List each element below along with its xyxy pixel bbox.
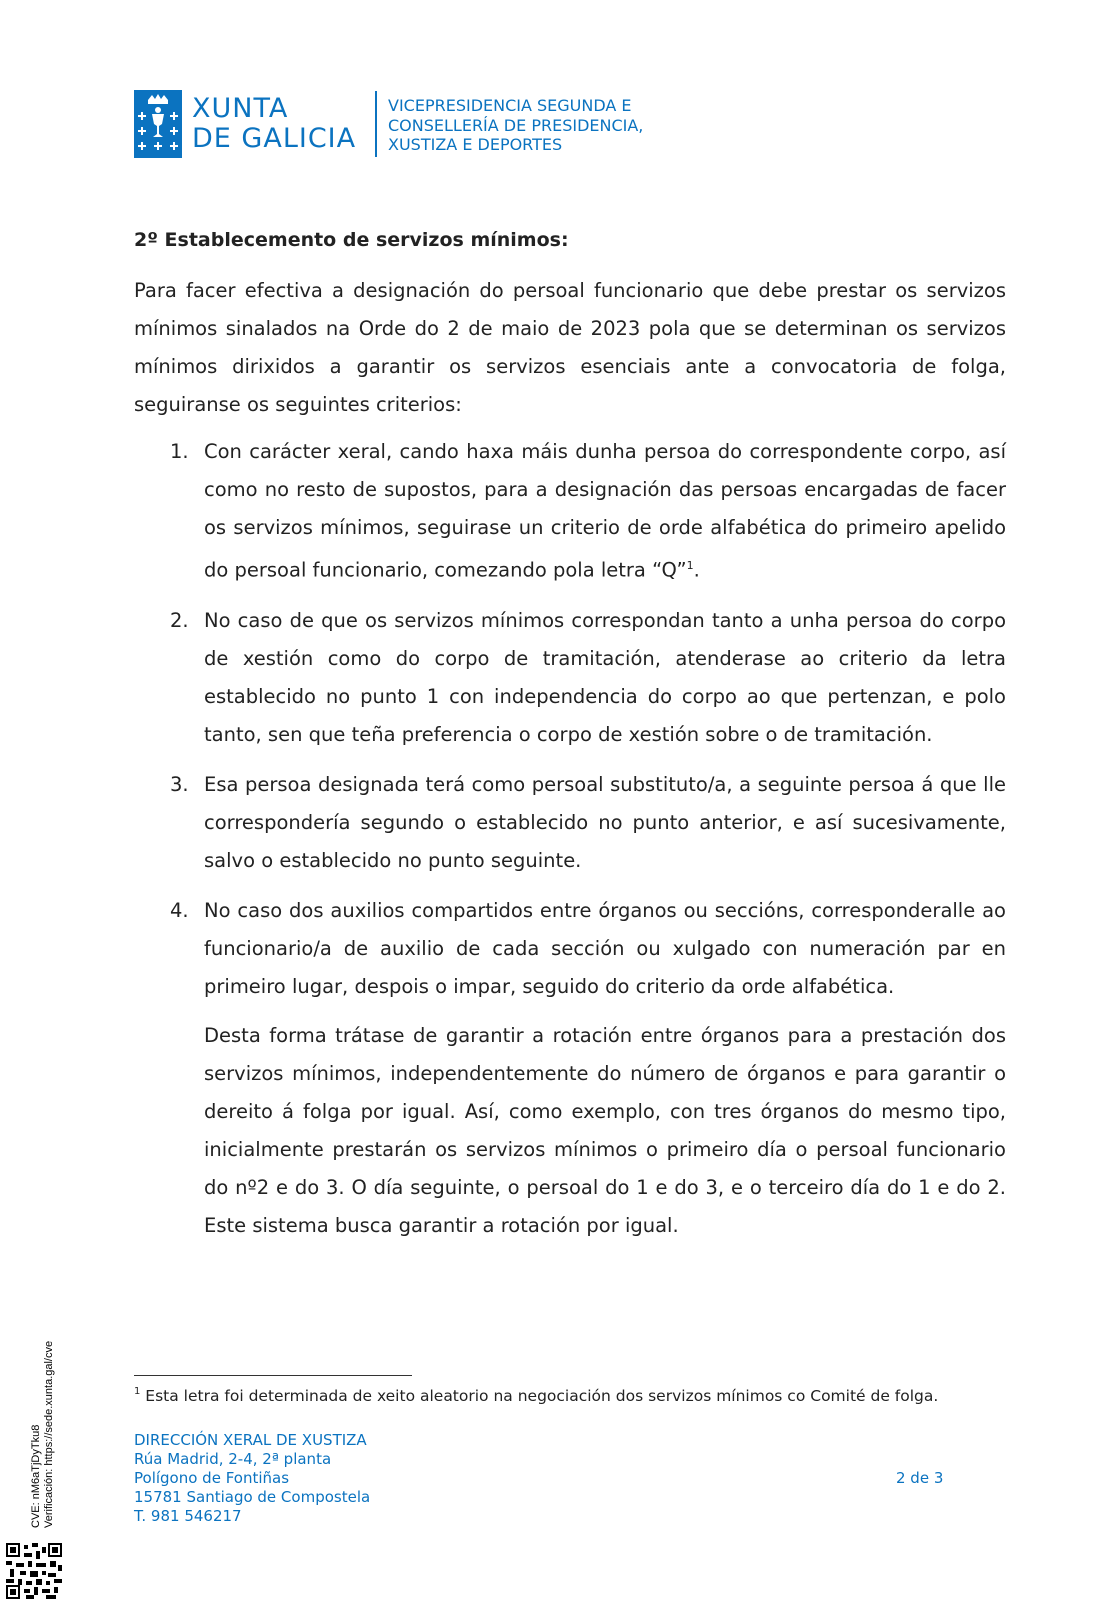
address-line: Polígono de Fontiñas (134, 1469, 290, 1487)
list-item-text: Esa persoa designada terá como persoal substituto/a, a seguinte persoa á que lle correspondería segundo o establecido no punto anterior, e así sucesivamente, salvo o establecido no punto seguinte. (204, 772, 1006, 872)
list-item (134, 602, 1006, 754)
logo-divider (375, 91, 377, 157)
dept-line-3: XUSTIZA E DEPORTES (388, 135, 563, 154)
list-item-text: Con carácter xeral, cando haxa máis dunha persoa do correspondente corpo, así como no resto de supostos, para a designación das persoas encargadas de facer os servizos mínimos, seguirase un criterio de orde alfabética do primeiro apelido do persoal funcionario, comezando pola letra “Q” (204, 440, 1006, 582)
footnote-divider (134, 1375, 412, 1376)
list-item-number: 3. (170, 772, 189, 796)
footnote-text: Esta letra foi determinada de xeito aleatorio na negociación dos servizos mínimos co Comité de folga. (140, 1387, 939, 1405)
intro-paragraph: Para facer efectiva a designación do persoal funcionario que debe prestar os servizos mínimos sinalados na Orde do 2 de maio de 2023 pola que se determinan os servizos mínimos dirixidos a garantir os servizos esenciais ante a convocatoria de folga, seguiranse os seguintes criterios: (134, 279, 1006, 416)
logo-line-2: DE GALICIA (192, 123, 357, 154)
section-heading: 2º Establecemento de servizos mínimos: (134, 229, 569, 251)
list-item-end: . (693, 558, 700, 582)
qr-code-icon (6, 1543, 62, 1599)
address-line: 15781 Santiago de Compostela (134, 1488, 371, 1506)
galicia-shield-icon (134, 90, 182, 158)
list-item-number: 1. (170, 440, 189, 463)
address-line: DIRECCIÓN XERAL DE XUSTIZA (134, 1431, 367, 1449)
dept-line-2: CONSELLERÍA DE PRESIDENCIA, (388, 115, 644, 135)
list-item-number: 2. (170, 608, 189, 632)
dept-line-1: VICEPRESIDENCIA SEGUNDA E (388, 96, 632, 115)
list-item (134, 433, 1006, 590)
list-item (134, 892, 1006, 1006)
list-item-text: No caso dos auxilios compartidos entre órganos ou seccións, corresponderalle ao funcionario/a de auxilio de cada sección ou xulgado con numeración par en primeiro lugar, despois o impar, seguido do criterio da orde alfabética. (204, 898, 1006, 998)
address-line: T. 981 546217 (134, 1507, 242, 1525)
criteria-list (134, 433, 1006, 1018)
department-name (388, 96, 643, 155)
footnote-reference: 1 (686, 559, 694, 572)
page-number: 2 de 3 (896, 1469, 944, 1487)
footer-address (134, 1431, 370, 1526)
cve-code: CVE: nM6aTjDyTku8 (30, 1424, 42, 1528)
verification-url: Verificación: https://sede.xunta.gal/cve (43, 1340, 55, 1528)
item4-explanation: Desta forma trátase de garantir a rotación entre órganos para a prestación dos servizos mínimos, independentemente do número de órganos e para garantir o dereito á folga por igual. Así, como exemplo, con tres órganos do mesmo tipo, inicialmente prestarán os servizos mínimos o primeiro día o persoal funcionario do nº2 e do 3. O día seguinte, o persoal do 1 e do 3, e o terceiro día do 1 e do 2. Este sistema busca garantir a rotación por igual. (204, 1024, 1006, 1237)
footnote-mark: 1 (134, 1386, 141, 1397)
list-item (134, 766, 1006, 880)
list-item-number: 4. (170, 898, 189, 922)
xunta-wordmark (192, 94, 356, 154)
logo-line-1: XUNTA (192, 93, 289, 124)
verification-text (30, 1341, 56, 1528)
address-line: Rúa Madrid, 2-4, 2ª planta (134, 1450, 332, 1468)
list-item-text: No caso de que os servizos mínimos correspondan tanto a unha persoa do corpo de xestión como do corpo de tramitación, atenderase ao criterio da letra establecido no punto 1 con independencia do corpo ao que pertenzan, e polo tanto, sen que teña preferencia o corpo de xestión sobre o de tramitación. (204, 608, 1006, 746)
xunta-logo (134, 90, 356, 158)
footnote (134, 1386, 938, 1405)
